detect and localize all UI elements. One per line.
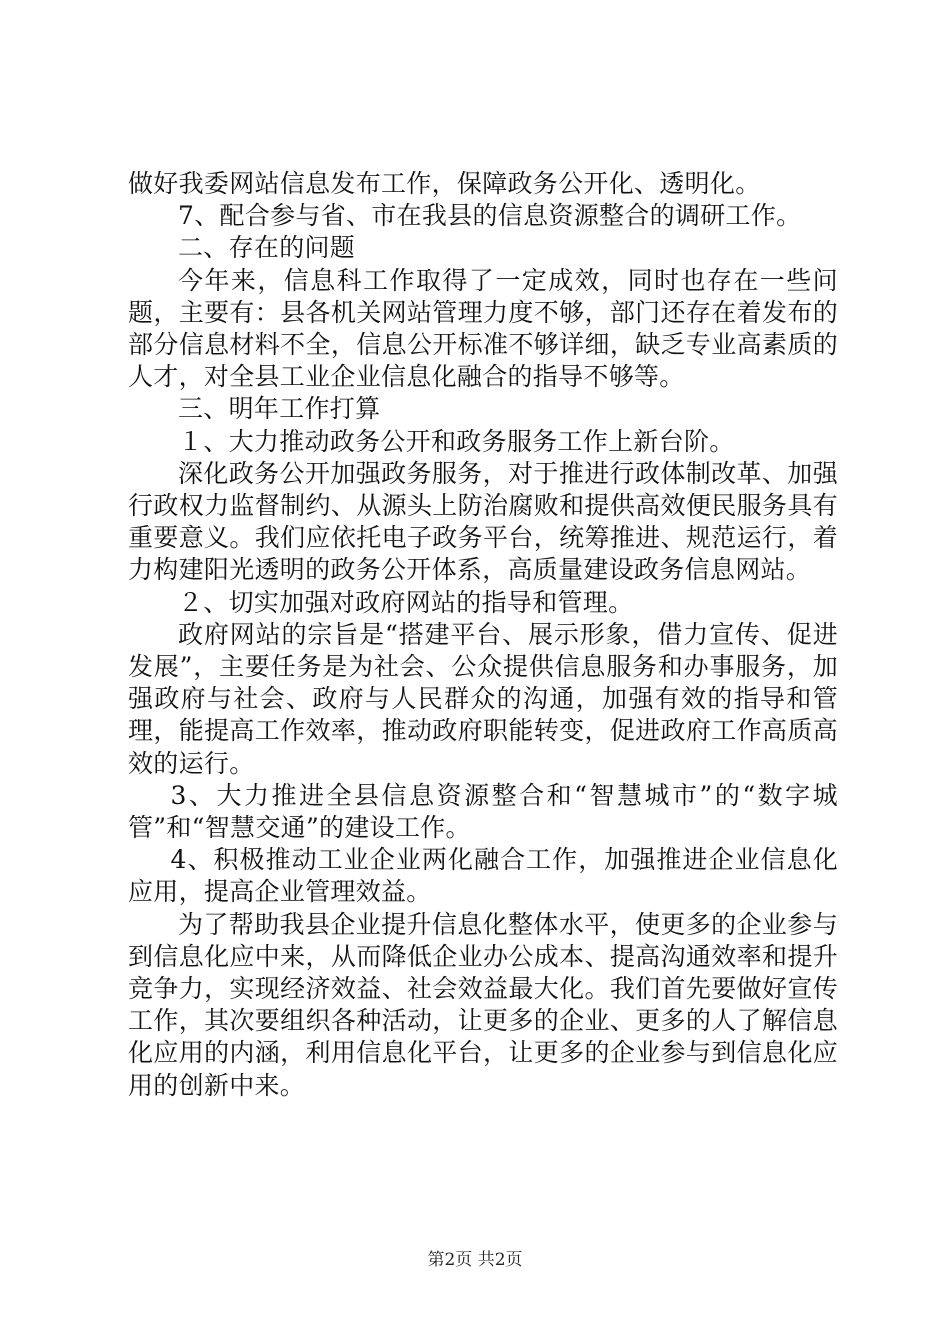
paragraph-plan-1: 深化政务公开加强政务服务，对于推进行政体制改革、加强行政权力监督制约、从源头上防治腐败和提供高效便民服务具有重要意义。我们应依托电子政务平台，统筹推进、规范运行，着力构建阳光透明的政务公开体系，高质量建设政务信息网站。 [128, 458, 838, 585]
section-heading-next-year-plan: 三、明年工作打算 [178, 394, 381, 424]
paragraph-continuation: 做好我委网站信息发布工作，保障政务公开化、透明化。 [128, 169, 761, 198]
paragraph-plan-2: 政府网站的宗旨是“搭建平台、展示形象，借力宣传、促进发展”，主要任务是为社会、公众提供信息服务和办事服务，加强政府与社会、政府与人民群众的沟通，加强有效的指导和管理，能提高工作效率，推动政府职能转变，促进政府工作高质高效的运行。 [128, 619, 838, 778]
section-heading-problems: 二、存在的问题 [178, 233, 356, 263]
paragraph-problems: 今年来，信息科工作取得了一定成效，同时也存在一些问题，主要有：县各机关网站管理力度不够，部门还存在着发布的部分信息材料不全，信息公开标准不够详细，缺乏专业高素质的人才，对全县工业企业信息化融合的指导不够等。 [128, 265, 838, 392]
page-number-footer: 第2页 共2页 [427, 1250, 523, 1270]
paragraph-item-7: 7、配合参与省、市在我县的信息资源整合的调研工作。 [178, 201, 802, 231]
document-body [128, 168, 838, 1102]
paragraph-plan-4: 4、积极推动工业企业两化融合工作，加强推进企业信息化应用，提高企业管理效益。 [128, 845, 838, 907]
paragraph-plan-4-detail: 为了帮助我县企业提升信息化整体水平，使更多的企业参与到信息化应中来，从而降低企业办公成本、提高沟通效率和提升竞争力，实现经济效益、社会效益最大化。我们首先要做好宣传工作，其次要组织各种活动，让更多的企业、更多的人了解信息化应用的内涵，利用信息化平台，让更多的企业参与到信息化应用的创新中来。 [128, 909, 838, 1100]
subheading-plan-2: ２、切实加强对政府网站的指导和管理。 [178, 587, 634, 617]
paragraph-plan-3: 3、大力推进全县信息资源整合和“智慧城市”的“数字城管”和“智慧交通”的建设工作。 [128, 780, 838, 843]
subheading-plan-1: １、大力推动政务公开和政务服务工作上新台阶。 [178, 426, 735, 456]
